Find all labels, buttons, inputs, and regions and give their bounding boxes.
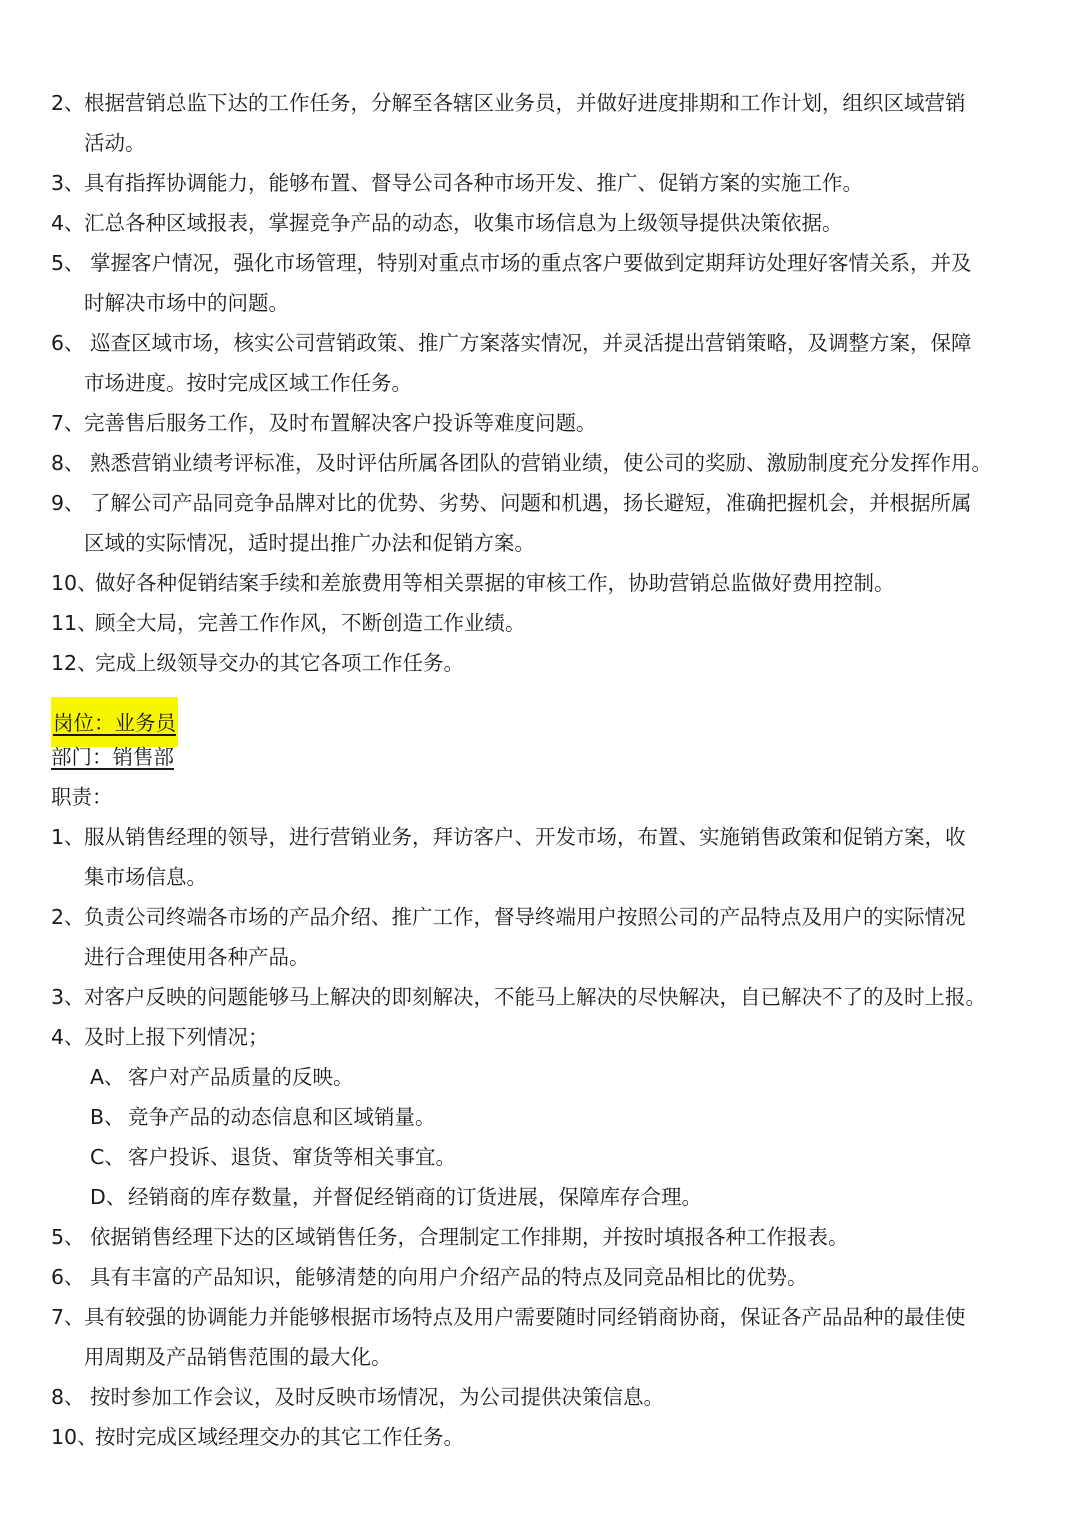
item-text: 进行合理使用各种产品。 xyxy=(84,945,310,969)
item-number: 12、 xyxy=(51,651,98,675)
item-number: 3、 xyxy=(51,171,85,195)
sub-item xyxy=(90,1177,702,1217)
item-number: 3、 xyxy=(51,985,85,1009)
sub-item-text: 客户对产品质量的反映。 xyxy=(128,1065,354,1089)
document-body xyxy=(0,83,1080,1457)
list-item xyxy=(0,563,1080,603)
sub-item-text: 经销商的库存数量，并督促经销商的订货进展，保障库存合理。 xyxy=(128,1185,702,1209)
item-text: 完成上级领导交办的其它各项工作任务。 xyxy=(95,651,464,675)
sub-item xyxy=(90,1097,436,1137)
list-item-continuation xyxy=(0,523,1080,563)
item-text: 根据营销总监下达的工作任务，分解至各辖区业务员，并做好进度排期和工作计划，组织区域营销 xyxy=(84,91,966,115)
sub-list-item xyxy=(0,1137,1080,1177)
item-text: 集市场信息。 xyxy=(84,865,207,889)
list-item xyxy=(0,83,1080,123)
item-number: 6、 xyxy=(51,1265,85,1289)
item-number: 8、 xyxy=(51,1385,85,1409)
sub-item xyxy=(90,1057,354,1097)
item-number: 5、 xyxy=(51,1225,85,1249)
item-text: 掌握客户情况，强化市场管理，特别对重点市场的重点客户要做到定期拜访处理好客情关系，并及 xyxy=(90,251,972,275)
list-item xyxy=(0,977,1080,1017)
sub-list-item xyxy=(0,1177,1080,1217)
list-item xyxy=(0,817,1080,857)
list-item-continuation xyxy=(0,123,1080,163)
item-number: 2、 xyxy=(51,905,85,929)
item-text: 按时参加工作会议，及时反映市场情况，为公司提供决策信息。 xyxy=(90,1385,664,1409)
item-number: 2、 xyxy=(51,91,85,115)
item-text: 时解决市场中的问题。 xyxy=(84,291,289,315)
item-text: 熟悉营销业绩考评标准，及时评估所属各团队的营销业绩，使公司的奖励、激励制度充分发挥作用。 xyxy=(90,451,992,475)
item-text: 顾全大局，完善工作作风，不断创造工作业绩。 xyxy=(95,611,526,635)
department-heading xyxy=(0,737,1080,777)
list-item xyxy=(0,243,1080,283)
sub-list-item xyxy=(0,1057,1080,1097)
list-item-continuation xyxy=(0,1337,1080,1377)
item-number: 11、 xyxy=(51,611,98,635)
list-item-continuation xyxy=(0,363,1080,403)
item-text: 负责公司终端各市场的产品介绍、推广工作，督导终端用户按照公司的产品特点及用户的实际情况 xyxy=(84,905,966,929)
sub-list-item xyxy=(0,1097,1080,1137)
item-text: 具有较强的协调能力并能够根据市场特点及用户需要随时同经销商协商，保证各产品品种的最佳使 xyxy=(84,1305,966,1329)
item-number: 5、 xyxy=(51,251,85,275)
item-text: 具有指挥协调能力，能够布置、督导公司各种市场开发、推广、促销方案的实施工作。 xyxy=(84,171,863,195)
list-item xyxy=(0,643,1080,683)
list-item-continuation xyxy=(0,937,1080,977)
list-item xyxy=(0,203,1080,243)
item-text: 服从销售经理的领导，进行营销业务，拜访客户、开发市场，布置、实施销售政策和促销方案，收 xyxy=(84,825,966,849)
item-number: 1、 xyxy=(51,825,85,849)
item-number: 10、 xyxy=(51,571,98,595)
item-number: 7、 xyxy=(51,411,85,435)
list-item xyxy=(0,323,1080,363)
sub-item-label: B、 xyxy=(90,1105,125,1129)
list-item xyxy=(0,1017,1080,1057)
item-number: 9、 xyxy=(51,491,85,515)
item-text: 具有丰富的产品知识，能够清楚的向用户介绍产品的特点及同竞品相比的优势。 xyxy=(90,1265,808,1289)
list-item xyxy=(0,403,1080,443)
sub-item-text: 竞争产品的动态信息和区域销量。 xyxy=(128,1105,436,1129)
item-text: 了解公司产品同竞争品牌对比的优势、劣势、问题和机遇，扬长避短，准确把握机会，并根据所属 xyxy=(90,491,972,515)
list-item xyxy=(0,897,1080,937)
item-text: 区域的实际情况，适时提出推广办法和促销方案。 xyxy=(84,531,535,555)
sub-item-label: A、 xyxy=(90,1065,125,1089)
list-item xyxy=(0,1217,1080,1257)
item-text: 做好各种促销结案手续和差旅费用等相关票据的审核工作，协助营销总监做好费用控制。 xyxy=(95,571,895,595)
item-text: 巡查区域市场，核实公司营销政策、推广方案落实情况，并灵活提出营销策略，及调整方案，保障 xyxy=(90,331,972,355)
sub-item-label: D、 xyxy=(90,1185,127,1209)
item-number: 7、 xyxy=(51,1305,85,1329)
item-number: 10、 xyxy=(51,1425,98,1449)
item-number: 6、 xyxy=(51,331,85,355)
list-item xyxy=(0,1297,1080,1337)
duties-heading xyxy=(0,777,1080,817)
list-item xyxy=(0,1257,1080,1297)
position-heading xyxy=(0,697,1080,737)
position-label: 岗位：业务员 xyxy=(51,697,178,747)
duties-label: 职责： xyxy=(51,785,113,809)
department-label: 部门：销售部 xyxy=(51,745,174,769)
list-item xyxy=(0,443,1080,483)
sub-item xyxy=(90,1137,456,1177)
item-number: 4、 xyxy=(51,211,85,235)
item-text: 市场进度。按时完成区域工作任务。 xyxy=(84,371,412,395)
item-text: 对客户反映的问题能够马上解决的即刻解决，不能马上解决的尽快解决，自已解决不了的及时上报。 xyxy=(84,985,986,1009)
list-item xyxy=(0,1377,1080,1417)
item-text: 及时上报下列情况； xyxy=(84,1025,269,1049)
item-number: 8、 xyxy=(51,451,85,475)
item-text: 按时完成区域经理交办的其它工作任务。 xyxy=(95,1425,464,1449)
item-text: 汇总各种区域报表，掌握竞争产品的动态，收集市场信息为上级领导提供决策依据。 xyxy=(84,211,843,235)
sub-item-label: C、 xyxy=(90,1145,125,1169)
item-text: 依据销售经理下达的区域销售任务，合理制定工作排期，并按时填报各种工作报表。 xyxy=(90,1225,849,1249)
list-item-continuation xyxy=(0,857,1080,897)
list-item-continuation xyxy=(0,283,1080,323)
list-item xyxy=(0,163,1080,203)
item-text: 完善售后服务工作，及时布置解决客户投诉等难度问题。 xyxy=(84,411,597,435)
list-item xyxy=(0,483,1080,523)
list-item xyxy=(0,603,1080,643)
sub-item-text: 客户投诉、退货、窜货等相关事宜。 xyxy=(128,1145,456,1169)
item-text: 活动。 xyxy=(84,131,146,155)
list-item xyxy=(0,1417,1080,1457)
item-number: 4、 xyxy=(51,1025,85,1049)
item-text: 用周期及产品销售范围的最大化。 xyxy=(84,1345,392,1369)
